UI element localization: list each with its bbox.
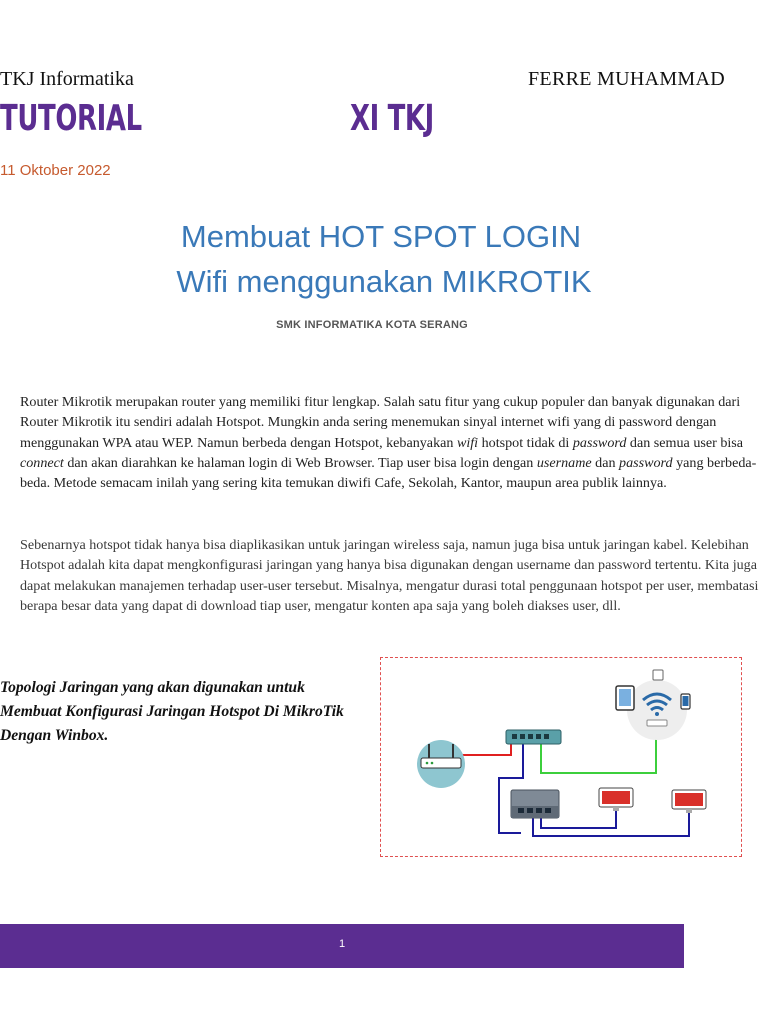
school-name: SMK INFORMATIKA KOTA SERANG bbox=[276, 319, 468, 331]
wifi-access-point-icon bbox=[627, 680, 687, 740]
mikrotik-router-icon bbox=[506, 730, 561, 744]
header-left-text: TKJ Informatika bbox=[0, 68, 134, 90]
para1-text-1: Router Mikrotik merupakan router yang memiliki fitur lengkap. Salah satu fitur yang cukup populer dan banyak digunakan dari Router Mikrotik itu sendiri adalah Hotspot. Mungkin anda sering menemukan sinyal internet wifi yang di password dengan menggunakan WPA atau WEP. Namun berbeda dengan Hotspot, kebanyakan bbox=[20, 394, 741, 451]
class-heading: XI TKJ bbox=[350, 98, 434, 139]
tablet-icon bbox=[616, 686, 634, 710]
para1-text-2: hotspot tidak di bbox=[478, 434, 573, 451]
para1-em-password-2: password bbox=[619, 454, 673, 471]
footer-bar bbox=[0, 924, 684, 968]
para1-em-username: username bbox=[536, 454, 592, 471]
cable-blue-switch bbox=[499, 744, 523, 833]
title-line-2: Wifi menggunakan MIKROTIK bbox=[176, 264, 592, 299]
para1-text-4: dan akan diarahkan ke halaman login di Web Browser. Tiap user bisa login dengan bbox=[63, 454, 537, 471]
para2-text: Sebenarnya hotspot tidak hanya bisa diaplikasikan untuk jaringan wireless saja, namun juga bisa untuk jaringan kabel. Kelebihan Hotspot adalah kita dapat mengkonfigurasi jaringan yang hanya bisa digunakan dengan username dan password tertentu. Kita juga dapat melakukan manajemen terhadap user-user tersebut. Misalnya, mengatur durasi total penggunaan hotspot per user, membatasi berapa besar data yang dapat di download tiap user, mengatur konten apa saja yang boleh diakses user, dll. bbox=[20, 537, 759, 614]
paragraph-intro bbox=[0, 392, 764, 493]
paragraph-hotspot bbox=[0, 535, 764, 616]
para1-em-connect: connect bbox=[20, 454, 64, 471]
para1-text-3: dan semua user bisa bbox=[626, 434, 744, 451]
para1-em-wifi: wifi bbox=[456, 434, 479, 451]
page-number: 1 bbox=[338, 938, 346, 950]
topology-svg bbox=[381, 658, 741, 856]
tutorial-heading: TUTORIAL bbox=[0, 98, 142, 139]
phone-icon bbox=[681, 694, 690, 709]
para1-text-6: yang berbeda-beda. Metode semacam inilah yang sering kita temukan diwifi Cafe, Sekolah, Kantor, maupun area publik lainnya. bbox=[20, 454, 757, 492]
monitor-icon-1 bbox=[599, 788, 633, 811]
title-line-1: Membuat HOT SPOT LOGIN bbox=[180, 219, 582, 254]
switch-icon bbox=[511, 790, 559, 818]
laptop-small-icon bbox=[653, 670, 663, 680]
para1-text-5: dan bbox=[591, 454, 620, 471]
para1-em-password: password bbox=[572, 434, 627, 451]
topology-caption: Topologi Jaringan yang akan digunakan untuk Membuat Konfigurasi Jaringan Hotspot Di MikroTik Dengan Winbox. bbox=[0, 679, 344, 744]
monitor-icon-2 bbox=[672, 790, 706, 813]
network-topology-diagram bbox=[380, 657, 742, 857]
document-date: 11 Oktober 2022 bbox=[0, 162, 111, 179]
header-author: FERRE MUHAMMAD bbox=[528, 68, 726, 90]
modem-icon bbox=[417, 740, 465, 788]
